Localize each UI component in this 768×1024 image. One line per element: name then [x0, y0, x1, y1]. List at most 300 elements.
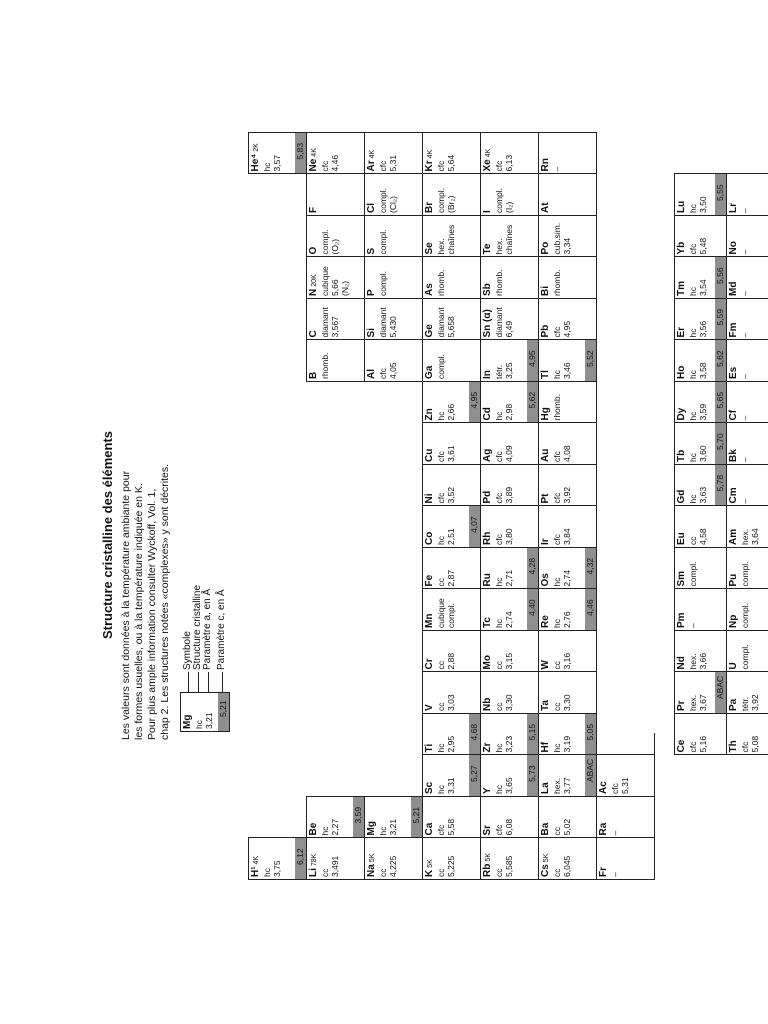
element-cell [480, 423, 539, 466]
element-structure: rhomb. [552, 269, 562, 296]
element-symbol: Lr [728, 203, 739, 213]
element-symbol: Ca [424, 822, 435, 836]
element-symbol: Cs [540, 864, 551, 877]
element-symbol: Ar [366, 160, 377, 172]
element-extra: (O₂) [330, 238, 340, 255]
element-symbol: F [308, 206, 319, 213]
element-cell [726, 506, 768, 549]
element-param-a: 3,77 [562, 777, 572, 794]
element-cell [422, 132, 481, 175]
element-symbol: Rh [482, 531, 493, 545]
element-symbol: Cu [424, 448, 435, 462]
element-param-a: 3,57 [272, 154, 282, 172]
element-param-c: 6,12 [295, 839, 306, 880]
element-param-c: 5,21 [411, 797, 422, 838]
element-cell [364, 796, 423, 839]
element-cell [422, 381, 481, 424]
element-structure: cfc [552, 326, 562, 338]
element-param-a: 3,30 [562, 694, 572, 711]
element-structure: rhomb. [552, 394, 562, 421]
element-structure: rhomb. [494, 269, 504, 296]
element-structure: cfc [494, 160, 504, 172]
element-cell [674, 589, 727, 632]
element-symbol: Si [366, 328, 377, 338]
element-cell [674, 630, 727, 673]
element-symbol: Rb [482, 863, 493, 877]
page-title: Structure cristalline des éléments [100, 430, 115, 640]
element-symbol: K [424, 869, 435, 877]
element-structure: cfc [494, 451, 504, 462]
element-param-c: 5,55 [715, 175, 726, 216]
element-param-a: 5,64 [446, 154, 456, 172]
element-param-a: 3,567 [330, 316, 340, 338]
element-param-a: 5,585 [504, 855, 514, 877]
element-temperature: 4K [311, 148, 318, 157]
element-structure: hc [494, 411, 504, 421]
element-structure: hex. [552, 777, 562, 794]
legend-structure: hc [194, 720, 204, 729]
legend-label: Structure cristalline [192, 584, 203, 670]
element-symbol: Cf [728, 409, 739, 421]
element-cell [674, 713, 727, 756]
element-structure: cfc [494, 492, 504, 504]
element-param-c: 5,62 [715, 341, 726, 382]
element-symbol: Ru [482, 573, 493, 587]
element-structure: hc [494, 785, 504, 794]
rotated-sheet [88, 110, 760, 880]
element-symbol: Fm [728, 322, 739, 338]
element-cell [538, 257, 597, 300]
element-symbol: Tl [540, 370, 551, 379]
element-cell [538, 464, 597, 507]
element-cell [306, 298, 365, 341]
element-cell [726, 464, 768, 507]
series-connector [654, 734, 655, 756]
element-cell [538, 423, 597, 466]
element-structure: compl. [378, 187, 388, 213]
element-param-a: 3,66 [698, 652, 708, 670]
element-cell [726, 174, 768, 217]
element-param-a: 5,31 [388, 154, 398, 172]
element-symbol: Fe [424, 574, 435, 587]
element-cell [538, 838, 597, 881]
element-symbol: Gd [676, 489, 687, 504]
element-param-a: 2,98 [504, 403, 514, 421]
element-param-a: 2,76 [562, 611, 572, 628]
element-param-a: 5,58 [446, 818, 456, 836]
element-temperature: 78K [311, 853, 318, 867]
element-cell [480, 713, 539, 756]
element-symbol: Mo [482, 655, 493, 670]
element-symbol: Cd [482, 407, 493, 421]
element-symbol: Am [728, 528, 739, 545]
element-param-a: 3,92 [750, 694, 760, 711]
element-param-a: 2,95 [446, 735, 456, 753]
element-symbol: Tb [676, 449, 687, 462]
element-structure: hc [436, 785, 446, 794]
element-structure: cc [688, 536, 698, 545]
element-param-a: 3,30 [504, 694, 514, 711]
element-structure: diamant [320, 307, 330, 338]
element-symbol: Sr [482, 824, 493, 836]
element-cell [422, 340, 481, 383]
element-structure: compl. [320, 229, 330, 255]
element-param-c: 4,07 [469, 507, 480, 548]
element-symbol: Po [540, 241, 551, 255]
element-cell [674, 340, 727, 383]
element-param-a: – [740, 498, 750, 504]
element-param-c: 5,52 [585, 341, 596, 382]
element-symbol: Os [540, 573, 551, 587]
element-structure: hc [688, 370, 698, 379]
element-symbol: Ne [308, 158, 319, 172]
element-structure: cfc [552, 534, 562, 545]
element-cell [306, 796, 365, 839]
element-param-a: 3,54 [698, 279, 708, 296]
element-symbol: He⁴ [250, 153, 261, 172]
element-param-a: 3,25 [504, 362, 514, 379]
element-param-c: ABAC [585, 756, 596, 797]
element-structure: rhomb. [436, 269, 446, 296]
element-cell [674, 215, 727, 258]
element-param-a: 5,16 [698, 735, 708, 753]
element-cell [674, 506, 727, 549]
element-param-c: 3,59 [353, 797, 364, 838]
element-param-a: – [740, 374, 750, 379]
element-cell [364, 838, 423, 881]
element-cell [538, 381, 597, 424]
element-temperature: 5K [427, 859, 434, 868]
element-cell [726, 340, 768, 383]
element-param-a: – [740, 415, 750, 421]
element-cell [674, 423, 727, 466]
element-param-a: 3,50 [698, 196, 708, 213]
element-structure: compl. [688, 561, 698, 587]
element-cell [538, 298, 597, 341]
element-extra: (I₂) [504, 201, 514, 213]
element-cell [480, 257, 539, 300]
element-symbol: Th [728, 740, 739, 753]
element-cell [674, 174, 727, 217]
element-symbol: Re [540, 615, 551, 628]
element-param-a: 4,95 [562, 320, 572, 338]
element-cell [364, 257, 423, 300]
element-structure: hc [262, 868, 272, 877]
element-symbol: Ag [482, 448, 493, 462]
element-param-a: 3,61 [446, 445, 456, 462]
element-param-a: 3,75 [272, 860, 282, 877]
element-symbol: Fr [598, 867, 609, 877]
element-symbol: Lu [676, 200, 687, 213]
element-cell [538, 547, 597, 590]
element-structure: diamant [436, 307, 446, 338]
element-structure: hc [688, 453, 698, 462]
element-symbol: Cm [728, 487, 739, 504]
element-structure: cfc [688, 741, 698, 753]
element-param-a: 3,64 [750, 528, 760, 545]
element-symbol: N [308, 288, 319, 296]
element-param-a: 2,27 [330, 818, 340, 836]
element-structure: hex. [436, 238, 446, 255]
element-symbol: Te [482, 243, 493, 255]
element-cell [538, 755, 597, 798]
legend-cell [180, 692, 230, 732]
element-cell [674, 672, 727, 715]
element-param-a: – [688, 623, 698, 628]
element-structure: cfc [688, 243, 698, 255]
element-param-a: 5,225 [446, 855, 456, 877]
element-structure: cubique [320, 266, 330, 296]
element-param-a: 2,87 [446, 569, 456, 587]
element-structure: cfc [320, 160, 330, 172]
element-cell [480, 838, 539, 881]
element-cell [422, 257, 481, 300]
element-structure: compl. [378, 270, 388, 296]
element-symbol: Xe [482, 159, 493, 172]
element-symbol: Cl [366, 203, 377, 213]
intro-line: les formes usuelles, ou à la température indiquée en K. [133, 483, 145, 740]
element-symbol: Br [424, 201, 435, 213]
element-param-a: 4,05 [388, 362, 398, 379]
element-symbol: Nb [482, 697, 493, 711]
element-param-a: 3,59 [698, 403, 708, 421]
element-param-c: 5,70 [715, 424, 726, 465]
element-structure: cc [436, 578, 446, 587]
legend-symbol: Mg [182, 714, 193, 729]
element-param-a: 3,56 [698, 320, 708, 338]
element-symbol: Sc [424, 781, 435, 794]
element-structure: rhomb. [320, 352, 330, 379]
element-cell [422, 838, 481, 881]
element-symbol: Ga [424, 365, 435, 379]
element-cell [422, 755, 481, 798]
element-structure: compl. [378, 229, 388, 255]
element-structure: hc [688, 411, 698, 421]
element-param-a: – [610, 830, 620, 836]
element-structure: cc [494, 702, 504, 711]
element-param-a: chaînes [446, 224, 456, 255]
element-symbol: Se [424, 242, 435, 255]
element-symbol: C [308, 330, 319, 338]
element-param-a: 2,74 [504, 611, 514, 628]
element-cell [726, 713, 768, 756]
element-symbol: Ho [676, 365, 687, 379]
element-symbol: Ti [424, 743, 435, 753]
element-symbol: Yb [676, 241, 687, 255]
element-symbol: Y [482, 787, 493, 794]
element-cell [480, 796, 539, 839]
element-cell [726, 423, 768, 466]
element-cell [422, 423, 481, 466]
element-structure: cc [494, 661, 504, 670]
element-cell [422, 506, 481, 549]
element-param-a: – [552, 166, 562, 172]
element-param-a: – [740, 332, 750, 338]
element-cell [538, 672, 597, 715]
element-symbol: H¹ [250, 866, 261, 877]
element-param-c: 5,27 [469, 756, 480, 797]
element-symbol: Bi [540, 286, 551, 296]
element-symbol: U [728, 662, 739, 670]
element-structure: cc [552, 827, 562, 836]
element-param-a: – [740, 457, 750, 462]
element-symbol: Ge [424, 324, 435, 338]
element-cell [538, 132, 597, 175]
element-param-a: 3,16 [562, 652, 572, 670]
element-symbol: Mg [366, 821, 377, 836]
element-structure: cc [436, 702, 446, 711]
element-extra: (N₂) [340, 280, 350, 296]
element-param-a: 3,84 [562, 528, 572, 545]
element-cell [596, 838, 655, 881]
element-symbol: Sn (α) [482, 309, 493, 338]
legend-c: 5,21 [218, 693, 229, 731]
element-param-a: 2,74 [562, 569, 572, 587]
element-symbol: Ra [598, 822, 609, 836]
element-param-c: 5,15 [527, 714, 538, 755]
element-param-a: 6,13 [504, 154, 514, 172]
element-symbol: Li [308, 868, 319, 877]
element-symbol: Be [308, 822, 319, 836]
element-param-a: 3,89 [504, 486, 514, 504]
element-cell [422, 215, 481, 258]
element-structure: cc [436, 661, 446, 670]
element-cell [480, 215, 539, 258]
element-cell [422, 298, 481, 341]
element-cell [306, 132, 365, 175]
element-param-c: 4,32 [585, 548, 596, 589]
element-symbol: Hf [540, 741, 551, 753]
element-symbol: Ba [540, 822, 551, 836]
element-symbol: Pa [728, 698, 739, 711]
element-temperature: 2K [253, 143, 260, 152]
element-cell [422, 672, 481, 715]
element-symbol: Nd [676, 656, 687, 670]
element-structure: hc [688, 287, 698, 296]
element-cell [364, 174, 423, 217]
element-symbol: O [308, 246, 319, 255]
element-param-c: 4,28 [527, 548, 538, 589]
element-param-c: 5,78 [715, 465, 726, 506]
element-structure: cc [552, 702, 562, 711]
element-structure: hc [436, 743, 446, 753]
element-structure: hex. [740, 528, 750, 545]
element-param-a: compl. [446, 602, 456, 628]
element-param-a: 3,23 [504, 735, 514, 753]
element-param-a: 3,19 [562, 735, 572, 753]
element-symbol: Md [728, 281, 739, 296]
element-structure: cc [494, 868, 504, 877]
element-symbol: Ir [540, 538, 551, 545]
element-temperature: 4K [485, 148, 492, 158]
element-param-c: 4,68 [469, 714, 480, 755]
element-cell [538, 796, 597, 839]
element-cell [306, 340, 365, 383]
element-structure: cc [320, 868, 330, 877]
element-param-c: 4,40 [527, 590, 538, 631]
element-param-a: chaînes [504, 224, 514, 255]
element-cell [480, 630, 539, 673]
element-symbol: W [540, 660, 551, 670]
element-cell [480, 589, 539, 632]
element-symbol: Pm [676, 612, 687, 628]
element-cell [726, 547, 768, 590]
element-param-a: 3,60 [698, 445, 708, 462]
element-param-a: 3,34 [562, 237, 572, 255]
element-structure: compl. [436, 353, 446, 379]
element-param-a: – [740, 208, 750, 213]
element-structure: hex. [494, 238, 504, 255]
element-param-a: – [740, 291, 750, 296]
element-temperature: 4K [427, 149, 434, 159]
element-structure: cfc [610, 783, 620, 794]
element-param-a: 3,03 [446, 694, 456, 711]
element-cell [726, 630, 768, 673]
element-cell [538, 215, 597, 258]
element-structure: hc [494, 743, 504, 753]
element-param-a: 6,49 [504, 320, 514, 338]
element-structure: cc [436, 868, 446, 877]
element-structure: cfc [436, 824, 446, 836]
element-structure: compl. [436, 187, 446, 213]
element-param-a: 3,52 [446, 486, 456, 504]
element-param-c: 5,05 [585, 714, 596, 755]
element-symbol: Es [728, 366, 739, 379]
element-symbol: P [366, 289, 377, 296]
element-symbol: Kr [424, 160, 435, 172]
element-param-a: 2,71 [504, 569, 514, 587]
element-param-c: 5,56 [715, 258, 726, 299]
element-param-a: 4,08 [562, 445, 572, 462]
element-cell [480, 755, 539, 798]
element-cell [306, 257, 365, 300]
element-cell [726, 589, 768, 632]
element-param-a: 2,88 [446, 652, 456, 670]
element-structure: cfc [436, 451, 446, 462]
intro-line: chap 2. Les structures notées «complexes» y sont décrites. [159, 463, 171, 740]
element-param-a: 3,67 [698, 694, 708, 711]
element-structure: diamant [494, 307, 504, 338]
element-param-a: 5,66 [330, 279, 340, 296]
element-param-a: 5,08 [750, 735, 760, 753]
element-param-a: 5,02 [562, 818, 572, 836]
element-structure: hc [552, 743, 562, 753]
element-param-a: 4,46 [330, 154, 340, 172]
element-temperature: 5K [543, 853, 550, 863]
element-symbol: Sb [482, 283, 493, 296]
element-cell [480, 340, 539, 383]
element-symbol: Tc [482, 617, 493, 628]
element-structure: hc [688, 494, 698, 504]
element-cell [306, 215, 365, 258]
element-temperature: 4K [253, 855, 260, 865]
legend-label: Paramètre c, en Å [216, 589, 227, 670]
element-structure: cfc [740, 741, 750, 753]
element-structure: cc [378, 868, 388, 877]
element-cell [538, 174, 597, 217]
element-cell [674, 547, 727, 590]
element-param-a: 3,63 [698, 486, 708, 504]
element-param-a: 5,430 [388, 316, 398, 338]
element-cell [422, 547, 481, 590]
element-cell [364, 215, 423, 258]
element-cell [480, 547, 539, 590]
element-param-c: 5,59 [715, 299, 726, 340]
legend-label: Paramètre a, en Å [202, 588, 213, 670]
element-structure: cc [552, 661, 562, 670]
element-param-a: – [610, 872, 620, 877]
element-param-a: 3,80 [504, 528, 514, 545]
